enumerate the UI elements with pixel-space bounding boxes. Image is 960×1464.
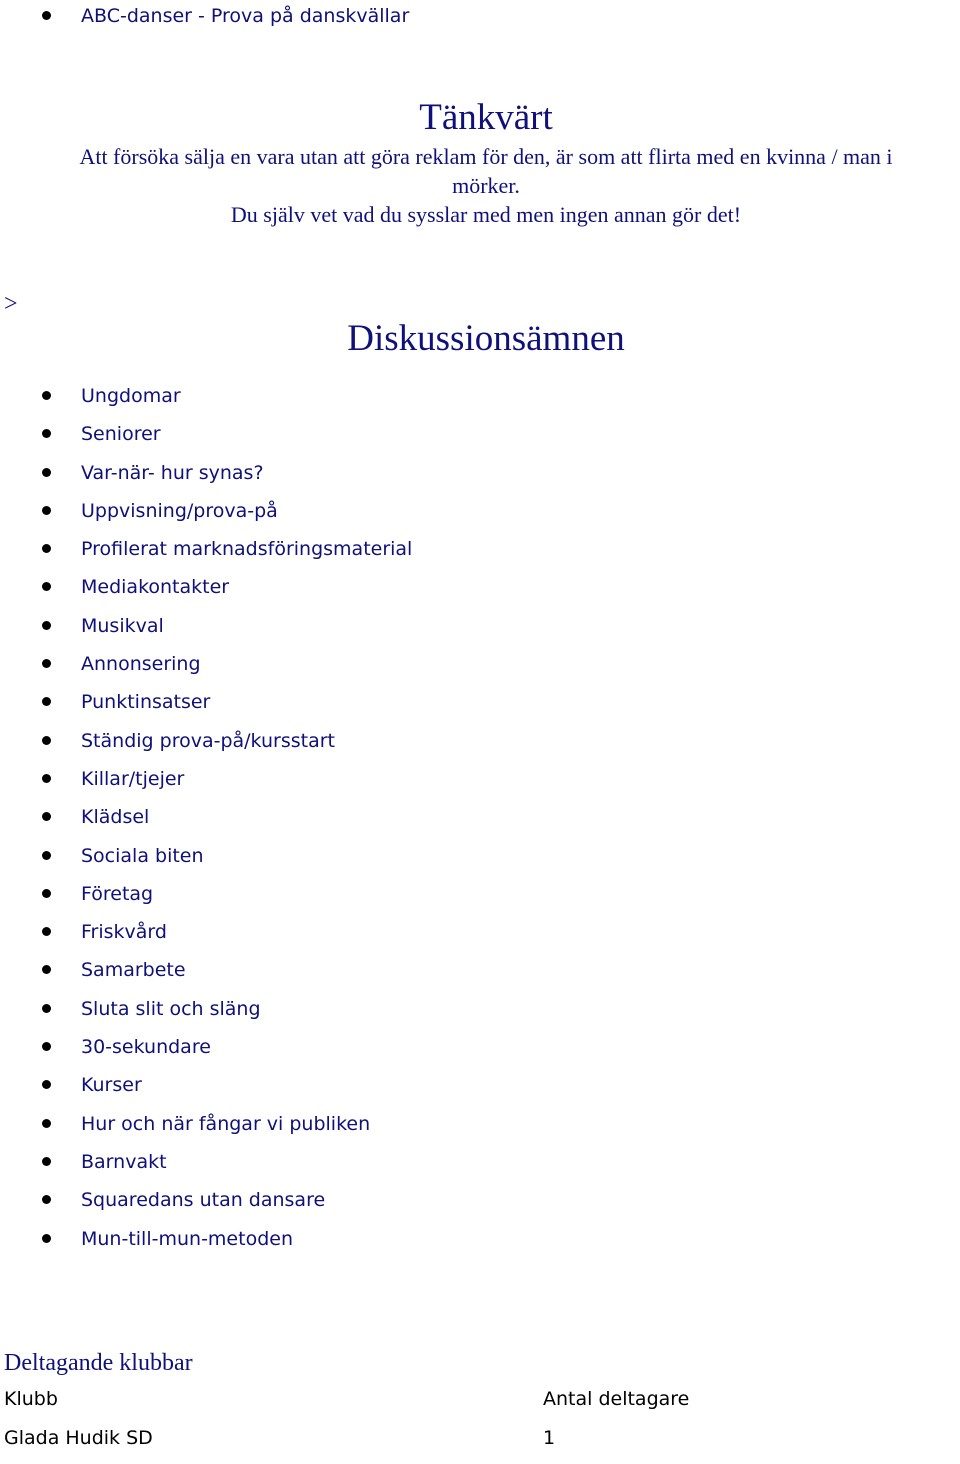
list-item bbox=[0, 1229, 412, 1267]
list-item bbox=[0, 807, 412, 845]
list-item bbox=[0, 769, 412, 807]
clubs-title: Deltagande klubbar bbox=[4, 1350, 193, 1376]
bullet-icon bbox=[42, 697, 51, 706]
list-item-label: Barnvakt bbox=[81, 1150, 167, 1173]
list-item-label: Ungdomar bbox=[81, 385, 181, 407]
bullet-icon bbox=[42, 851, 51, 860]
list-item[interactable] bbox=[0, 6, 409, 44]
list-item-label: Hur och när fångar vi publiken bbox=[81, 1112, 371, 1135]
bullet-icon bbox=[42, 736, 51, 745]
bullet-icon bbox=[42, 429, 51, 438]
participant-count-cell: 1 bbox=[543, 1427, 556, 1449]
list-item-label: Mun-till-mun-metoden bbox=[81, 1227, 293, 1250]
list-item bbox=[0, 1190, 412, 1228]
bullet-icon bbox=[42, 965, 51, 974]
quote-line: Att försöka sälja en vara utan att göra reklam för den, är som att flirta med en kvinna / man i bbox=[79, 144, 893, 169]
list-item bbox=[0, 463, 412, 501]
list-item bbox=[0, 1037, 412, 1075]
list-item-label: Samarbete bbox=[81, 959, 186, 982]
bullet-icon bbox=[42, 621, 51, 630]
bullet-icon bbox=[42, 812, 51, 821]
list-item bbox=[0, 922, 412, 960]
list-item-label: Annonsering bbox=[81, 653, 201, 676]
bullet-icon bbox=[42, 11, 51, 20]
list-item-label: Klädsel bbox=[81, 806, 150, 829]
clubs-table bbox=[4, 1386, 904, 1464]
quote-line: mörker. bbox=[452, 173, 520, 198]
bullet-icon bbox=[42, 582, 51, 591]
list-item-label: Var-när- hur synas? bbox=[81, 461, 264, 484]
list-item-label: Seniorer bbox=[81, 423, 161, 446]
gt-symbol: > bbox=[4, 291, 18, 317]
list-item bbox=[0, 616, 412, 654]
bullet-icon bbox=[42, 927, 51, 936]
list-item bbox=[0, 577, 412, 615]
table-row bbox=[4, 1425, 904, 1464]
list-item bbox=[0, 424, 412, 462]
thought-quote bbox=[0, 142, 960, 229]
list-item-label: Kurser bbox=[81, 1074, 142, 1097]
bullet-icon bbox=[42, 1119, 51, 1128]
list-item bbox=[0, 539, 412, 577]
club-name-cell: Glada Hudik SD bbox=[4, 1427, 153, 1449]
list-item bbox=[0, 1152, 412, 1190]
bullet-icon bbox=[42, 659, 51, 668]
list-item bbox=[0, 692, 412, 730]
table-header-row bbox=[4, 1386, 904, 1425]
list-item-label: Punktinsatser bbox=[81, 691, 211, 714]
list-item bbox=[0, 846, 412, 884]
bullet-icon bbox=[42, 1042, 51, 1051]
list-item-label: Sluta slit och släng bbox=[81, 997, 261, 1020]
thought-title: Tänkvärt bbox=[419, 97, 553, 138]
bullet-icon bbox=[42, 889, 51, 898]
bullet-icon bbox=[42, 1195, 51, 1204]
topics-list bbox=[0, 386, 412, 1267]
bullet-icon bbox=[42, 1234, 51, 1243]
list-item-label: Profilerat marknadsföringsmaterial bbox=[81, 538, 413, 561]
list-item bbox=[0, 1075, 412, 1113]
list-item bbox=[0, 960, 412, 998]
bullet-icon bbox=[42, 506, 51, 515]
topics-title: Diskussionsämnen bbox=[347, 318, 625, 359]
bullet-icon bbox=[42, 1080, 51, 1089]
list-item-label: Squaredans utan dansare bbox=[81, 1189, 326, 1212]
list-item-label: Killar/tjejer bbox=[81, 767, 185, 790]
list-item-label: Mediakontakter bbox=[81, 576, 230, 599]
top-link-list bbox=[0, 6, 409, 44]
bullet-icon bbox=[42, 468, 51, 477]
list-item-label: 30-sekundare bbox=[81, 1036, 211, 1059]
list-item bbox=[0, 884, 412, 922]
list-item-label: Företag bbox=[81, 882, 154, 905]
bullet-icon bbox=[42, 774, 51, 783]
list-item-label: Friskvård bbox=[81, 921, 167, 944]
list-item-label: Ständig prova-på/kursstart bbox=[81, 729, 335, 752]
list-item-label: ABC-danser - Prova på danskvällar bbox=[81, 5, 410, 27]
list-item-label: Uppvisning/prova-på bbox=[81, 499, 278, 522]
list-item-label: Musikval bbox=[81, 614, 164, 637]
bullet-icon bbox=[42, 544, 51, 553]
column-header-club: Klubb bbox=[4, 1388, 58, 1410]
bullet-icon bbox=[42, 1157, 51, 1166]
list-item-label: Sociala biten bbox=[81, 844, 204, 867]
list-item bbox=[0, 731, 412, 769]
quote-line: Du själv vet vad du sysslar med men ingen annan gör det! bbox=[230, 202, 742, 227]
bullet-icon bbox=[42, 1004, 51, 1013]
list-item bbox=[0, 386, 412, 424]
column-header-participants: Antal deltagare bbox=[543, 1388, 690, 1410]
bullet-icon bbox=[42, 391, 51, 400]
list-item bbox=[0, 999, 412, 1037]
list-item bbox=[0, 501, 412, 539]
list-item bbox=[0, 654, 412, 692]
list-item bbox=[0, 1114, 412, 1152]
